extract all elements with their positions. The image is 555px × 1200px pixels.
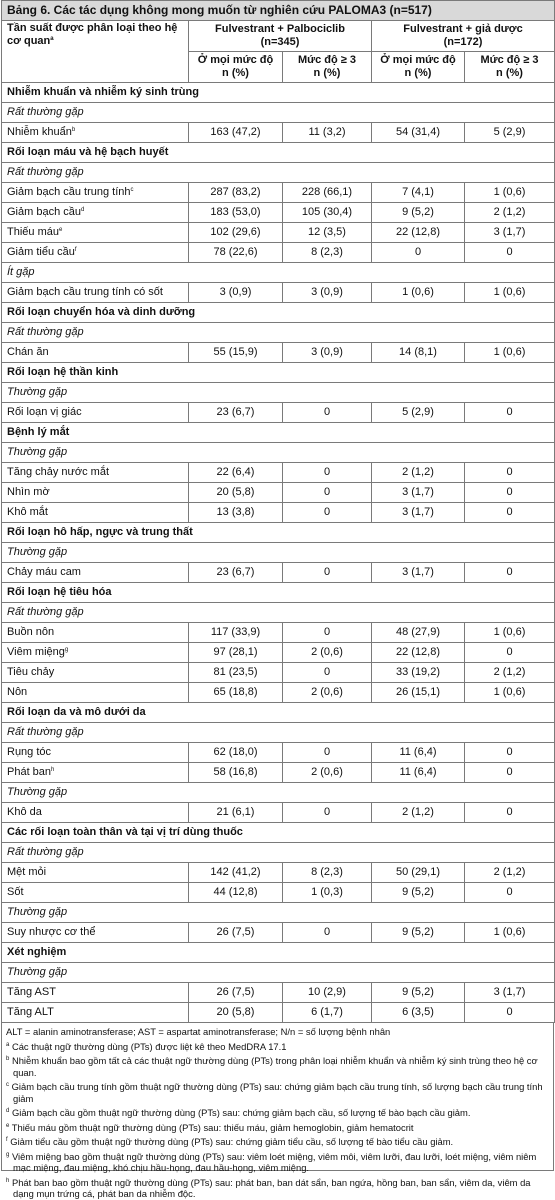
cell-value: 0 <box>283 563 372 583</box>
row-label: Rụng tóc <box>2 743 189 763</box>
cell-value: 11 (3,2) <box>283 123 372 143</box>
row-label: Tăng chảy nước mắt <box>2 463 189 483</box>
cell-value: 228 (66,1) <box>283 183 372 203</box>
cell-value: 0 <box>465 503 555 523</box>
section-title: Bệnh lý mắt <box>2 423 555 443</box>
row-label: Chán ăn <box>2 343 189 363</box>
cell-value: 0 <box>283 483 372 503</box>
row-label: Nhìn mờ <box>2 483 189 503</box>
section-row <box>2 523 555 543</box>
footnote: $^b$ Nhiễm khuẩn bao gồm tất cả các thuật ngữ thường dùng (PTs) trong phân loại nhiễm khuẩn và nhiễm ký sinh trùng theo hệ cơ quan. <box>6 1055 538 1078</box>
row-label: Tăng ALT <box>2 1003 189 1023</box>
cell-value: 1 (0,6) <box>465 683 555 703</box>
frequency-label: Rất thường gặp <box>2 103 555 123</box>
cell-value: 0 <box>283 803 372 823</box>
cell-value: 0 <box>465 643 555 663</box>
cell-value: 23 (6,7) <box>189 403 283 423</box>
table-row <box>2 923 555 943</box>
table-row <box>2 883 555 903</box>
cell-value: 0 <box>465 403 555 423</box>
row-label: Giảm bạch cầu$^d$ <box>2 203 189 223</box>
cell-value: 0 <box>283 743 372 763</box>
footnote: $^g$ Viêm miệng bao gồm thuật ngữ thường dùng (PTs) sau: viêm loét miệng, viêm môi, viêm lưỡi, đau lưỡi, loét miệng, viêm niêm mạc miệng, đau miệng, khó chịu hầu-họng, đau hầu-họng, viêm miệng. <box>6 1150 537 1173</box>
section-row <box>2 83 555 103</box>
cell-value: 0 <box>465 883 555 903</box>
cell-value: 3 (1,7) <box>372 483 465 503</box>
table-row <box>2 1003 555 1023</box>
cell-value: 9 (5,2) <box>372 203 465 223</box>
table-row <box>2 463 555 483</box>
row-label: Sốt <box>2 883 189 903</box>
row-label: Tiêu chảy <box>2 663 189 683</box>
cell-value: 2 (1,2) <box>465 863 555 883</box>
row-label: Mệt mỏi <box>2 863 189 883</box>
cell-value: 117 (33,9) <box>189 623 283 643</box>
cell-value: 8 (2,3) <box>283 863 372 883</box>
cell-value: 0 <box>465 803 555 823</box>
table-row <box>2 683 555 703</box>
section-title: Rối loạn da và mô dưới da <box>2 703 555 723</box>
cell-value: 142 (41,2) <box>189 863 283 883</box>
cell-value: 23 (6,7) <box>189 563 283 583</box>
cell-value: 2 (0,6) <box>283 683 372 703</box>
frequency-label: Rất thường gặp <box>2 603 555 623</box>
cell-value: 54 (31,4) <box>372 123 465 143</box>
section-row <box>2 423 555 443</box>
table-row <box>2 763 555 783</box>
table-row <box>2 123 555 143</box>
frequency-row <box>2 963 555 983</box>
footnote: $^c$ Giảm bạch cầu trung tính gồm thuật ngữ thường dùng (PTs) sau: chứng giảm bạch cầu trung tính, số lượng bạch cầu trung tính giảm <box>6 1081 543 1104</box>
footnote: $^e$ Thiếu máu gồm thuật ngữ thường dùng (PTs) sau: thiếu máu, giảm hemoglobin, giảm hematocrit <box>6 1121 414 1133</box>
adverse-effects-table <box>1 0 555 1023</box>
row-label: Thiếu máu$^e$ <box>2 223 189 243</box>
cell-value: 1 (0,3) <box>283 883 372 903</box>
cell-value: 0 <box>283 623 372 643</box>
cell-value: 7 (4,1) <box>372 183 465 203</box>
cell-value: 0 <box>283 463 372 483</box>
frequency-label: Thường gặp <box>2 383 555 403</box>
section-row <box>2 823 555 843</box>
row-label: Tăng AST <box>2 983 189 1003</box>
frequency-row <box>2 783 555 803</box>
cell-value: 78 (22,6) <box>189 243 283 263</box>
frequency-label: Thường gặp <box>2 963 555 983</box>
cell-value: 97 (28,1) <box>189 643 283 663</box>
cell-value: 81 (23,5) <box>189 663 283 683</box>
section-row <box>2 303 555 323</box>
table-row <box>2 203 555 223</box>
cell-value: 0 <box>283 923 372 943</box>
cell-value: 26 (15,1) <box>372 683 465 703</box>
frequency-label: Thường gặp <box>2 543 555 563</box>
table-row <box>2 403 555 423</box>
cell-value: 10 (2,9) <box>283 983 372 1003</box>
footnote: $^d$ Giảm bạch cầu gồm thuật ngữ thường dùng (PTs) sau: chứng giảm bạch cầu, số lượng tế bào bạch cầu giảm. <box>6 1107 471 1118</box>
cell-value: 3 (1,7) <box>372 503 465 523</box>
frequency-row <box>2 543 555 563</box>
table-row <box>2 503 555 523</box>
cell-value: 9 (5,2) <box>372 983 465 1003</box>
table-row <box>2 803 555 823</box>
sub-header-grade3: Mức độ ≥ 3 n (%) <box>465 52 555 83</box>
cell-value: 3 (1,7) <box>465 223 555 243</box>
cell-value: 48 (27,9) <box>372 623 465 643</box>
frequency-label: Thường gặp <box>2 903 555 923</box>
table-row <box>2 283 555 303</box>
cell-value: 26 (7,5) <box>189 983 283 1003</box>
cell-value: 11 (6,4) <box>372 763 465 783</box>
cell-value: 9 (5,2) <box>372 883 465 903</box>
col-header-group2: Fulvestrant + giả dược (n=172) <box>372 21 555 52</box>
cell-value: 12 (3,5) <box>283 223 372 243</box>
section-title: Xét nghiệm <box>2 943 555 963</box>
section-title: Rối loạn chuyển hóa và dinh dưỡng <box>2 303 555 323</box>
cell-value: 3 (1,7) <box>465 983 555 1003</box>
cell-value: 62 (18,0) <box>189 743 283 763</box>
table-body <box>2 83 555 1023</box>
frequency-row <box>2 603 555 623</box>
cell-value: 0 <box>372 243 465 263</box>
row-label: Phát ban$^h$ <box>2 763 189 783</box>
cell-value: 3 (1,7) <box>372 563 465 583</box>
row-label: Nhiễm khuẩn$^b$ <box>2 123 189 143</box>
frequency-label: Rất thường gặp <box>2 723 555 743</box>
cell-value: 26 (7,5) <box>189 923 283 943</box>
table-row <box>2 483 555 503</box>
cell-value: 0 <box>465 1003 555 1023</box>
cell-value: 9 (5,2) <box>372 923 465 943</box>
cell-value: 1 (0,6) <box>372 283 465 303</box>
section-row <box>2 583 555 603</box>
row-label: Chảy máu cam <box>2 563 189 583</box>
row-label: Viêm miệng$^g$ <box>2 643 189 663</box>
cell-value: 11 (6,4) <box>372 743 465 763</box>
cell-value: 0 <box>283 403 372 423</box>
table-row <box>2 863 555 883</box>
footnote: $^h$ Phát ban bao gồm thuật ngữ thường dùng (PTs) sau: phát ban, ban dát sẩn, ban ngứa, hồng ban, ban sẩn, viêm da, viêm da dạng mụn trứng cá, phát ban da nhiễm độc. <box>6 1176 531 1199</box>
row-label: Khô mắt <box>2 503 189 523</box>
table-row <box>2 563 555 583</box>
frequency-row <box>2 103 555 123</box>
cell-value: 22 (6,4) <box>189 463 283 483</box>
cell-value: 2 (0,6) <box>283 763 372 783</box>
cell-value: 0 <box>465 483 555 503</box>
table-row <box>2 983 555 1003</box>
section-row <box>2 943 555 963</box>
cell-value: 6 (1,7) <box>283 1003 372 1023</box>
document <box>1 0 554 1199</box>
cell-value: 3 (0,9) <box>283 283 372 303</box>
cell-value: 0 <box>283 503 372 523</box>
cell-value: 1 (0,6) <box>465 183 555 203</box>
frequency-label: Rất thường gặp <box>2 163 555 183</box>
cell-value: 65 (18,8) <box>189 683 283 703</box>
cell-value: 3 (0,9) <box>283 343 372 363</box>
row-label: Giảm tiểu cầu$^f$ <box>2 243 189 263</box>
table-row <box>2 243 555 263</box>
cell-value: 0 <box>283 663 372 683</box>
cell-value: 0 <box>465 763 555 783</box>
table-row <box>2 343 555 363</box>
sub-header-all-grades: Ở mọi mức độ n (%) <box>372 52 465 83</box>
table-row <box>2 183 555 203</box>
sub-header-all-grades: Ở mọi mức độ n (%) <box>189 52 283 83</box>
section-row <box>2 363 555 383</box>
col-header-organ-class: Tần suất được phân loại theo hệ cơ quan$^a$ <box>2 21 189 83</box>
cell-value: 105 (30,4) <box>283 203 372 223</box>
cell-value: 6 (3,5) <box>372 1003 465 1023</box>
cell-value: 20 (5,8) <box>189 1003 283 1023</box>
table-title: Bảng 6. Các tác dụng không mong muốn từ nghiên cứu PALOMA3 (n=517) <box>2 1 555 21</box>
frequency-label: Thường gặp <box>2 783 555 803</box>
cell-value: 2 (0,6) <box>283 643 372 663</box>
frequency-label: Ít gặp <box>2 263 555 283</box>
table-row <box>2 623 555 643</box>
footnote: $^f$ Giảm tiểu cầu gồm thuật ngữ thường dùng (PTs) sau: chứng giảm tiểu cầu, số lượng tế bào tiểu cầu giảm. <box>6 1136 454 1147</box>
cell-value: 1 (0,6) <box>465 283 555 303</box>
section-title: Các rối loạn toàn thân và tại vị trí dùng thuốc <box>2 823 555 843</box>
cell-value: 22 (12,8) <box>372 223 465 243</box>
cell-value: 102 (29,6) <box>189 223 283 243</box>
row-label: Suy nhược cơ thể <box>2 923 189 943</box>
cell-value: 2 (1,2) <box>372 803 465 823</box>
table-row <box>2 223 555 243</box>
cell-value: 33 (19,2) <box>372 663 465 683</box>
cell-value: 0 <box>465 743 555 763</box>
cell-value: 44 (12,8) <box>189 883 283 903</box>
row-label: Rối loạn vị giác <box>2 403 189 423</box>
frequency-row <box>2 263 555 283</box>
section-title: Rối loạn máu và hệ bạch huyết <box>2 143 555 163</box>
frequency-label: Rất thường gặp <box>2 843 555 863</box>
row-label: Khô da <box>2 803 189 823</box>
col-header-group1: Fulvestrant + Palbociclib (n=345) <box>189 21 372 52</box>
table-row <box>2 663 555 683</box>
frequency-label: Rất thường gặp <box>2 323 555 343</box>
cell-value: 55 (15,9) <box>189 343 283 363</box>
cell-value: 21 (6,1) <box>189 803 283 823</box>
section-title: Rối loạn hệ tiêu hóa <box>2 583 555 603</box>
frequency-label: Thường gặp <box>2 443 555 463</box>
cell-value: 2 (1,2) <box>465 203 555 223</box>
cell-value: 1 (0,6) <box>465 923 555 943</box>
cell-value: 1 (0,6) <box>465 623 555 643</box>
table-row <box>2 643 555 663</box>
row-label: Nôn <box>2 683 189 703</box>
cell-value: 8 (2,3) <box>283 243 372 263</box>
cell-value: 0 <box>465 563 555 583</box>
section-title: Rối loạn hệ thần kinh <box>2 363 555 383</box>
cell-value: 5 (2,9) <box>465 123 555 143</box>
cell-value: 3 (0,9) <box>189 283 283 303</box>
section-row <box>2 703 555 723</box>
cell-value: 183 (53,0) <box>189 203 283 223</box>
section-title: Rối loạn hô hấp, ngực và trung thất <box>2 523 555 543</box>
footnotes <box>1 1023 554 1199</box>
cell-value: 0 <box>465 243 555 263</box>
table-row <box>2 743 555 763</box>
row-label: Buồn nôn <box>2 623 189 643</box>
frequency-row <box>2 383 555 403</box>
frequency-row <box>2 323 555 343</box>
cell-value: 2 (1,2) <box>465 663 555 683</box>
section-title: Nhiễm khuẩn và nhiễm ký sinh trùng <box>2 83 555 103</box>
cell-value: 163 (47,2) <box>189 123 283 143</box>
cell-value: 5 (2,9) <box>372 403 465 423</box>
cell-value: 50 (29,1) <box>372 863 465 883</box>
cell-value: 22 (12,8) <box>372 643 465 663</box>
cell-value: 287 (83,2) <box>189 183 283 203</box>
frequency-row <box>2 723 555 743</box>
cell-value: 0 <box>465 463 555 483</box>
cell-value: 2 (1,2) <box>372 463 465 483</box>
row-label: Giảm bạch cầu trung tính có sốt <box>2 283 189 303</box>
cell-value: 20 (5,8) <box>189 483 283 503</box>
footnote: $^a$ Các thuật ngữ thường dùng (PTs) được liệt kê theo MedDRA 17.1 <box>6 1040 287 1052</box>
frequency-row <box>2 443 555 463</box>
frequency-row <box>2 843 555 863</box>
sub-header-grade3: Mức độ ≥ 3 n (%) <box>283 52 372 83</box>
frequency-row <box>2 903 555 923</box>
cell-value: 58 (16,8) <box>189 763 283 783</box>
footnote: ALT = alanin aminotransferase; AST = aspartat aminotransferase; N/n = số lượng bệnh nhân <box>6 1026 391 1037</box>
section-row <box>2 143 555 163</box>
cell-value: 1 (0,6) <box>465 343 555 363</box>
row-label: Giảm bạch cầu trung tính$^c$ <box>2 183 189 203</box>
frequency-row <box>2 163 555 183</box>
cell-value: 13 (3,8) <box>189 503 283 523</box>
cell-value: 14 (8,1) <box>372 343 465 363</box>
